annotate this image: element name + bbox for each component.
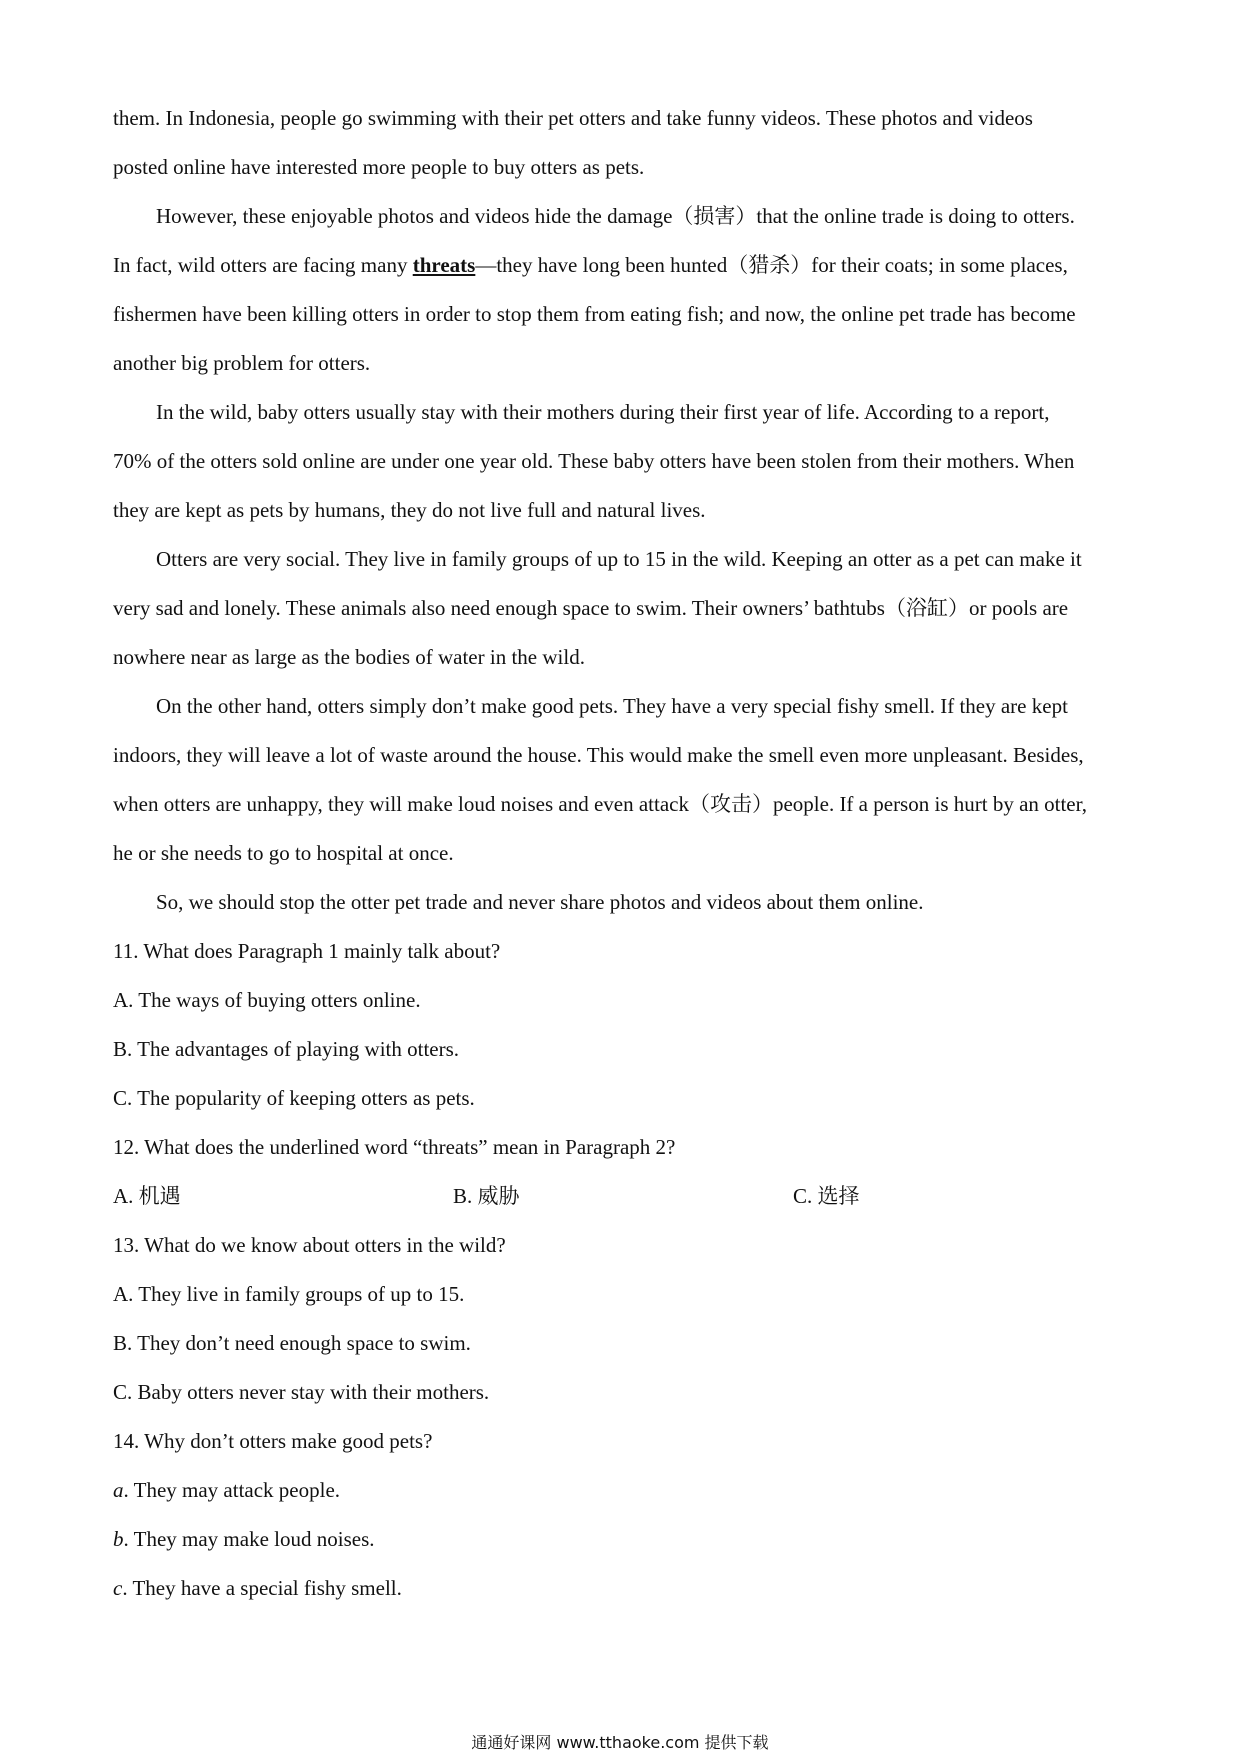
passage-text: In fact, wild otters are facing many — [113, 253, 413, 277]
passage-line: them. In Indonesia, people go swimming with their pet otters and take funny videos. These photos and videos — [113, 106, 1033, 130]
item-letter: b — [113, 1527, 124, 1551]
question-11-option-c: C. The popularity of keeping otters as pets. — [113, 1086, 475, 1110]
passage-line: nowhere near as large as the bodies of water in the wild. — [113, 645, 585, 669]
passage-line: they are kept as pets by humans, they do not live full and natural lives. — [113, 498, 706, 522]
item-text: . They may make loud noises. — [123, 1527, 375, 1551]
passage-line: he or she needs to go to hospital at once. — [113, 841, 454, 865]
passage-text: —they have long been hunted（猎杀）for their coats; in some places, — [475, 253, 1068, 277]
passage-line: So, we should stop the otter pet trade and never share photos and videos about them online. — [156, 890, 924, 914]
question-11-stem: 11. What does Paragraph 1 mainly talk about? — [113, 939, 501, 963]
question-12-option-b: B. 威胁 — [453, 1184, 520, 1208]
question-11-option-b: B. The advantages of playing with otters. — [113, 1037, 460, 1061]
passage-line: On the other hand, otters simply don’t make good pets. They have a very special fishy smell. If they are kept — [156, 694, 1068, 718]
question-12-option-a: A. 机遇 — [113, 1184, 181, 1208]
question-13-option-c: C. Baby otters never stay with their mothers. — [113, 1380, 490, 1404]
passage-line: However, these enjoyable photos and videos hide the damage（损害）that the online trade is doing to otters. — [156, 204, 1075, 228]
passage-line-with-underline — [113, 241, 1133, 290]
question-13-option-b: B. They don’t need enough space to swim. — [113, 1331, 471, 1355]
item-letter: a — [113, 1478, 124, 1502]
passage-line: 70% of the otters sold online are under one year old. These baby otters have been stolen from their mothers. When — [113, 449, 1075, 473]
question-13-option-a: A. They live in family groups of up to 15. — [113, 1282, 465, 1306]
reading-content — [113, 94, 1133, 1613]
underlined-word-threats: threats — [412, 253, 476, 277]
item-letter: c — [113, 1576, 123, 1600]
item-text: . They have a special fishy smell. — [122, 1576, 402, 1600]
question-14-stem: 14. Why don’t otters make good pets? — [113, 1429, 433, 1453]
question-14-item-a — [113, 1466, 1133, 1515]
passage-line: Otters are very social. They live in family groups of up to 15 in the wild. Keeping an otter as a pet can make it — [156, 547, 1082, 571]
passage-line: In the wild, baby otters usually stay with their mothers during their first year of life. According to a report, — [156, 400, 1050, 424]
question-12-stem: 12. What does the underlined word “threats” mean in Paragraph 2? — [113, 1135, 676, 1159]
passage-line: very sad and lonely. These animals also need enough space to swim. Their owners’ bathtubs（浴缸）or pools are — [113, 596, 1069, 620]
page-footer: 通通好课网 www.tthaoke.com 提供下载 — [471, 1733, 769, 1752]
passage-line: another big problem for otters. — [113, 351, 371, 375]
passage-line: indoors, they will leave a lot of waste around the house. This would make the smell even more unpleasant. Besides, — [113, 743, 1084, 767]
passage-line: fishermen have been killing otters in order to stop them from eating fish; and now, the online pet trade has become — [113, 302, 1076, 326]
question-13-stem: 13. What do we know about otters in the wild? — [113, 1233, 506, 1257]
passage-line: when otters are unhappy, they will make loud noises and even attack（攻击）people. If a person is hurt by an otter, — [113, 792, 1088, 816]
question-14-item-c — [113, 1564, 1133, 1613]
question-11-option-a: A. The ways of buying otters online. — [113, 988, 421, 1012]
passage-line: posted online have interested more people to buy otters as pets. — [113, 155, 645, 179]
item-text: . They may attack people. — [123, 1478, 341, 1502]
question-12-options — [113, 1172, 1133, 1221]
question-12-option-c: C. 选择 — [793, 1184, 860, 1208]
question-14-item-b — [113, 1515, 1133, 1564]
